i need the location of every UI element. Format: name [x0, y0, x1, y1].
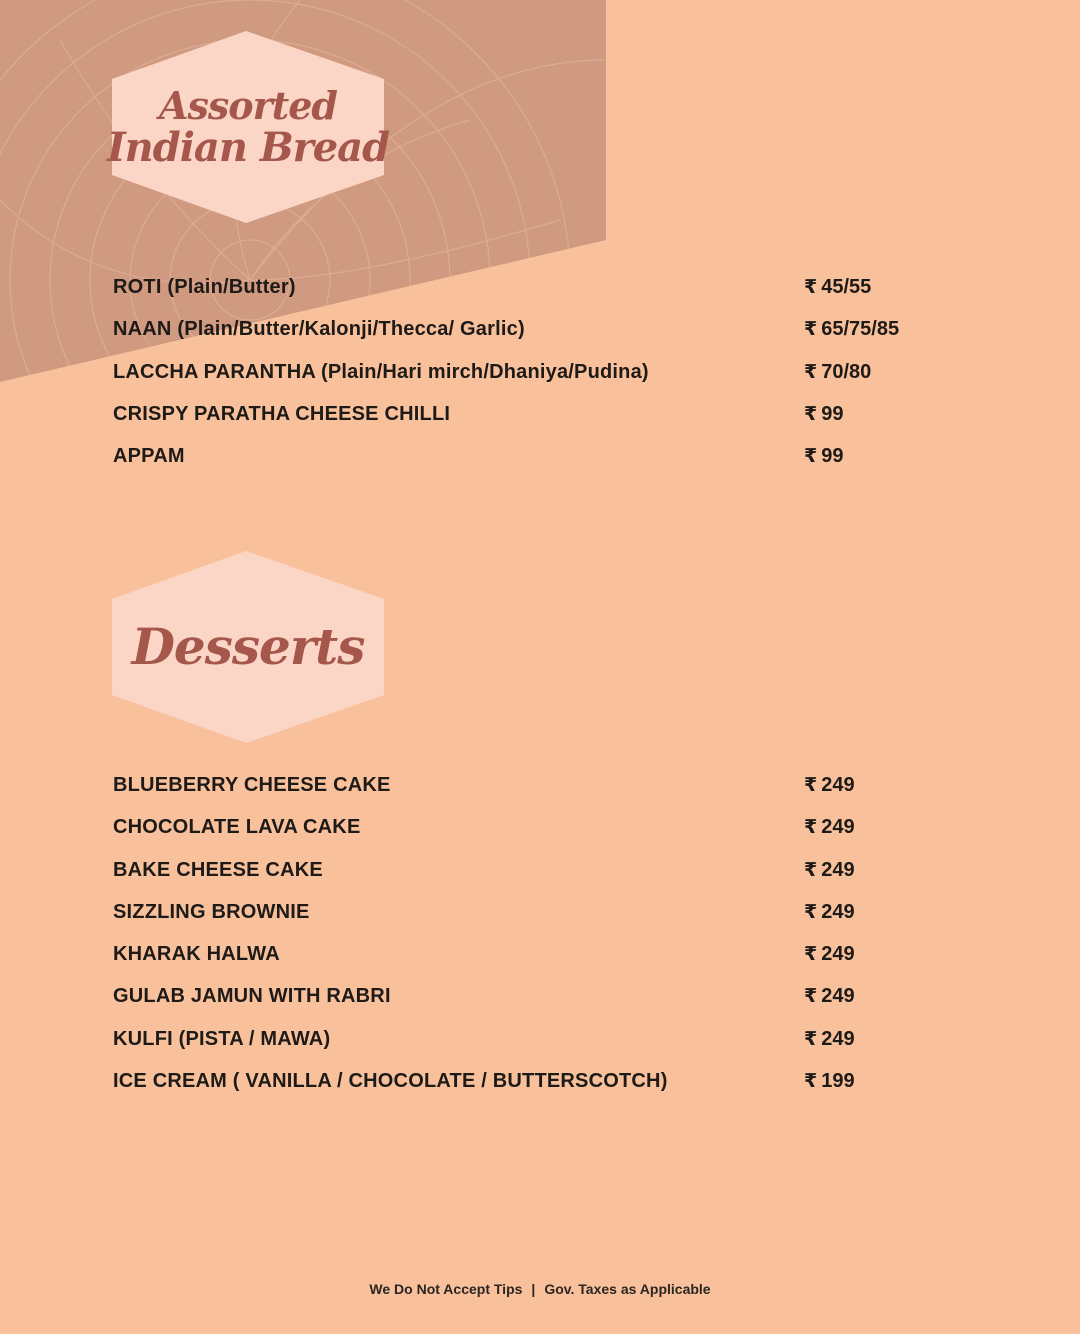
menu-item — [113, 816, 913, 858]
item-price — [804, 445, 843, 468]
rupee-symbol: ₹ — [804, 360, 818, 383]
bread-title-line1: Assorted — [159, 83, 337, 128]
footer-note — [0, 1281, 1080, 1297]
menu-item — [113, 943, 913, 985]
rupee-symbol: ₹ — [804, 402, 818, 425]
item-price — [804, 985, 855, 1008]
item-price — [804, 403, 843, 426]
price-value: 249 — [821, 774, 855, 796]
item-price — [804, 1070, 855, 1093]
footer-taxes: Gov. Taxes as Applicable — [544, 1281, 711, 1297]
rupee-symbol: ₹ — [804, 445, 818, 468]
rupee-symbol: ₹ — [804, 1070, 818, 1093]
item-price — [804, 901, 855, 924]
price-value: 70/80 — [821, 360, 872, 383]
item-name: KHARAK HALWA — [113, 943, 280, 966]
menu-item — [113, 276, 913, 318]
item-price — [804, 318, 899, 341]
item-name: SIZZLING BROWNIE — [113, 900, 310, 923]
item-price — [804, 859, 855, 882]
price-value: 99 — [821, 445, 844, 468]
bread-title-line2: Indian Bread — [106, 124, 390, 171]
menu-item — [113, 985, 913, 1027]
bread-section-heading — [106, 31, 390, 223]
item-price — [804, 1028, 855, 1051]
menu-item — [113, 318, 913, 360]
footer-separator: | — [531, 1281, 536, 1297]
desserts-menu-list — [113, 774, 913, 1112]
rupee-symbol: ₹ — [804, 900, 818, 923]
rupee-symbol: ₹ — [804, 276, 818, 298]
rupee-symbol: ₹ — [804, 774, 818, 796]
desserts-section-heading — [112, 551, 384, 743]
rupee-symbol: ₹ — [804, 943, 818, 966]
menu-item — [113, 1070, 913, 1112]
price-value: 249 — [821, 1027, 855, 1050]
rupee-symbol: ₹ — [804, 985, 818, 1008]
item-name: ICE CREAM ( VANILLA / CHOCOLATE / BUTTERSCOTCH) — [113, 1070, 668, 1093]
item-price — [804, 774, 855, 797]
menu-item — [113, 445, 913, 487]
item-name: APPAM — [113, 445, 185, 468]
footer-tips: We Do Not Accept Tips — [369, 1281, 523, 1297]
item-name: ROTI (Plain/Butter) — [113, 276, 296, 298]
item-name: CRISPY PARATHA CHEESE CHILLI — [113, 402, 451, 425]
item-price — [804, 943, 855, 966]
price-value: 249 — [821, 816, 855, 839]
desserts-section-title — [112, 551, 384, 743]
rupee-symbol: ₹ — [804, 858, 818, 881]
price-value: 199 — [821, 1070, 855, 1093]
price-value: 249 — [821, 943, 855, 966]
item-name: LACCHA PARANTHA (Plain/Hari mirch/Dhaniya/Pudina) — [113, 360, 649, 383]
menu-item — [113, 859, 913, 901]
menu-item — [113, 774, 913, 816]
price-value: 65/75/85 — [821, 318, 900, 341]
menu-item — [113, 1028, 913, 1070]
price-value: 249 — [821, 900, 855, 923]
menu-item — [113, 403, 913, 445]
rupee-symbol: ₹ — [804, 816, 818, 839]
item-name: NAAN (Plain/Butter/Kalonji/Thecca/ Garlic) — [113, 318, 525, 341]
item-name: BAKE CHEESE CAKE — [113, 858, 323, 881]
item-name: GULAB JAMUN WITH RABRI — [113, 985, 391, 1008]
item-name: CHOCOLATE LAVA CAKE — [113, 816, 361, 839]
item-name: BLUEBERRY CHEESE CAKE — [113, 774, 391, 796]
item-price — [804, 276, 871, 299]
price-value: 45/55 — [821, 276, 872, 298]
menu-item — [113, 901, 913, 943]
menu-item — [113, 361, 913, 403]
item-name: KULFI (PISTA / MAWA) — [113, 1027, 331, 1050]
price-value: 99 — [821, 402, 844, 425]
price-value: 249 — [821, 858, 855, 881]
rupee-symbol: ₹ — [804, 1027, 818, 1050]
bread-menu-list — [113, 276, 913, 487]
rupee-symbol: ₹ — [804, 318, 818, 341]
item-price — [804, 361, 871, 384]
bread-section-title — [106, 31, 390, 223]
price-value: 249 — [821, 985, 855, 1008]
item-price — [804, 816, 855, 839]
desserts-title: Desserts — [131, 617, 365, 676]
